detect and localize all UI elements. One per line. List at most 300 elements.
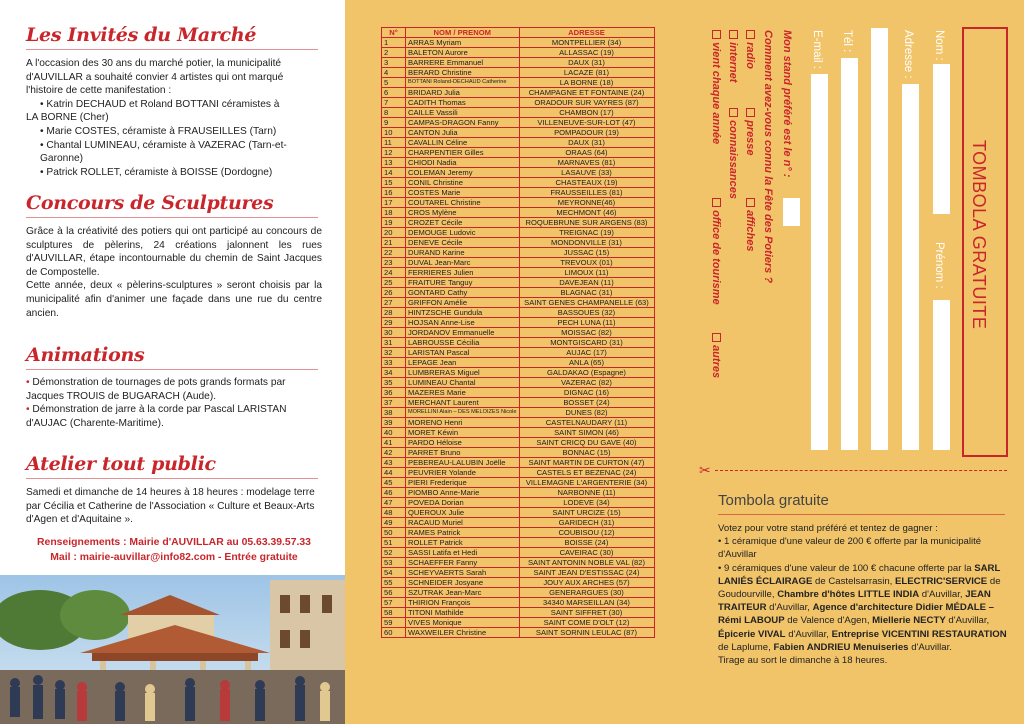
row-address: NARBONNE (11) <box>519 488 654 498</box>
row-address: DUNES (82) <box>519 408 654 418</box>
concours-rule <box>26 217 318 218</box>
row-number: 29 <box>382 318 406 328</box>
row-name: CADITH Thomas <box>406 98 520 108</box>
table-row <box>382 208 655 218</box>
row-name: HOJSAN Anne-Lise <box>406 318 520 328</box>
table-row <box>382 448 655 458</box>
row-address: 34340 MARSEILLAN (34) <box>519 598 654 608</box>
invites-item-1b: LA BORNE (Cher) <box>26 112 109 124</box>
table-row <box>382 388 655 398</box>
row-number: 19 <box>382 218 406 228</box>
table-row <box>382 578 655 588</box>
row-address: MONDONVILLE (31) <box>519 238 654 248</box>
animations-rule <box>26 369 318 370</box>
row-name: CROZET Cécile <box>406 218 520 228</box>
row-name: RACAUD Muriel <box>406 518 520 528</box>
table-row <box>382 228 655 238</box>
row-address: FRAUSSEILLES (81) <box>519 188 654 198</box>
row-number: 37 <box>382 398 406 408</box>
row-number: 38 <box>382 408 406 418</box>
invites-title: Les Invités du Marché <box>26 24 257 46</box>
prenom-label: Prénom : <box>933 242 945 289</box>
row-number: 5 <box>382 78 406 88</box>
row-number: 49 <box>382 518 406 528</box>
row-number: 32 <box>382 348 406 358</box>
row-address: SAINT COME D'OLT (12) <box>519 618 654 628</box>
table-row <box>382 538 655 548</box>
row-name: SCHAEFFER Fanny <box>406 558 520 568</box>
row-address: LACAZE (81) <box>519 68 654 78</box>
row-name: QUEROUX Julie <box>406 508 520 518</box>
row-address: ORADOUR SUR VAYRES (87) <box>519 98 654 108</box>
row-number: 50 <box>382 528 406 538</box>
row-number: 26 <box>382 288 406 298</box>
row-name: BRIDARD Julia <box>406 88 520 98</box>
row-number: 52 <box>382 548 406 558</box>
row-address: DIGNAC (16) <box>519 388 654 398</box>
col-header-address: ADRESSE <box>519 28 654 38</box>
row-number: 55 <box>382 578 406 588</box>
row-number: 10 <box>382 128 406 138</box>
contact-info <box>26 535 322 565</box>
row-name: VIVES Monique <box>406 618 520 628</box>
row-name: JORDANOV Emmanuelle <box>406 328 520 338</box>
row-number: 57 <box>382 598 406 608</box>
row-name: MORELLINI Alain – DES MELOIZES Nicole <box>406 408 520 418</box>
row-number: 9 <box>382 118 406 128</box>
table-row <box>382 38 655 48</box>
row-name: DUVAL Jean-Marc <box>406 258 520 268</box>
table-row <box>382 158 655 168</box>
table-row <box>382 478 655 488</box>
row-address: VILLEMAGNE L'ARGENTERIE (34) <box>519 478 654 488</box>
row-name: COSTES Marie <box>406 188 520 198</box>
row-address: MEYRONNE(46) <box>519 198 654 208</box>
table-row <box>382 288 655 298</box>
row-number: 56 <box>382 588 406 598</box>
row-name: TITONI Mathilde <box>406 608 520 618</box>
animations-item-2: • Démonstration de jarre à la corde par Pascal LARISTAN d'AUJAC (Charente-Maritime). <box>26 404 287 429</box>
row-name: PARRET Bruno <box>406 448 520 458</box>
row-name: BARRERE Emmanuel <box>406 58 520 68</box>
table-row <box>382 548 655 558</box>
row-address: GARIDECH (31) <box>519 518 654 528</box>
row-name: FERRIERES Julien <box>406 268 520 278</box>
table-row <box>382 128 655 138</box>
row-address: MECHMONT (46) <box>519 208 654 218</box>
row-number: 47 <box>382 498 406 508</box>
row-address: DAUX (31) <box>519 58 654 68</box>
row-address: LASAUVE (33) <box>519 168 654 178</box>
table-row <box>382 148 655 158</box>
table-row <box>382 328 655 338</box>
row-name: GONTARD Cathy <box>406 288 520 298</box>
row-name: PEBEREAU-LALUBIN Joëlle <box>406 458 520 468</box>
row-name: BALETON Aurore <box>406 48 520 58</box>
email-label: E-mail : <box>811 30 823 69</box>
table-row <box>382 468 655 478</box>
market-photo-illustration <box>0 575 345 724</box>
row-number: 11 <box>382 138 406 148</box>
row-number: 17 <box>382 198 406 208</box>
row-address: CASTELS ET BEZENAC (24) <box>519 468 654 478</box>
row-address: POMPADOUR (19) <box>519 128 654 138</box>
row-number: 46 <box>382 488 406 498</box>
concours-title: Concours de Sculptures <box>26 192 274 214</box>
tombola-text <box>718 522 1008 667</box>
row-number: 22 <box>382 248 406 258</box>
table-row <box>382 108 655 118</box>
row-address: BONNAC (15) <box>519 448 654 458</box>
row-name: PIERI Frederique <box>406 478 520 488</box>
table-row <box>382 48 655 58</box>
row-number: 58 <box>382 608 406 618</box>
table-row <box>382 458 655 468</box>
row-address: BOSSET (24) <box>519 398 654 408</box>
row-name: SASSI Latifa et Hedi <box>406 548 520 558</box>
row-name: CAMPAS-DRAGON Fanny <box>406 118 520 128</box>
row-number: 35 <box>382 378 406 388</box>
concours-p2: Cette année, deux « pèlerins-sculptures » seront choisis par la municipalité afin d'animer une façade dans une rue du centre ancien. <box>26 280 322 319</box>
row-name: CAVALLIN Céline <box>406 138 520 148</box>
row-number: 24 <box>382 268 406 278</box>
table-row <box>382 168 655 178</box>
row-name: CROS Mylène <box>406 208 520 218</box>
invites-item-2: • Marie COSTES, céramiste à FRAUSEILLES (Tarn) <box>40 125 277 137</box>
table-row <box>382 198 655 208</box>
row-number: 20 <box>382 228 406 238</box>
stand-number-field[interactable] <box>783 198 800 226</box>
row-number: 43 <box>382 458 406 468</box>
table-row <box>382 368 655 378</box>
row-address: SAINT CRICQ DU GAVE (40) <box>519 438 654 448</box>
table-row <box>382 598 655 608</box>
tombola-section-title: Tombola gratuite <box>718 492 829 509</box>
option-office-tourisme[interactable]: office de tourisme <box>710 198 722 305</box>
row-name: CHIODI Nadia <box>406 158 520 168</box>
row-address: SAINT SIMON (46) <box>519 428 654 438</box>
checkbox-icon <box>712 30 721 39</box>
invites-rule <box>26 49 318 50</box>
table-row <box>382 418 655 428</box>
row-name: MERCHANT Laurent <box>406 398 520 408</box>
row-number: 42 <box>382 448 406 458</box>
table-header-row <box>382 28 655 38</box>
checkbox-icon <box>729 108 738 117</box>
nom-label: Nom : <box>933 30 945 61</box>
table-row <box>382 68 655 78</box>
table-row <box>382 278 655 288</box>
row-number: 44 <box>382 468 406 478</box>
table-row <box>382 78 655 88</box>
row-address: LA BORNE (18) <box>519 78 654 88</box>
row-name: SCHNEIDER Josyane <box>406 578 520 588</box>
row-name: FRAITURE Tanguy <box>406 278 520 288</box>
checkbox-icon <box>712 198 721 207</box>
checkbox-icon <box>746 30 755 39</box>
option-vient-chaque-annee[interactable]: vient chaque année <box>710 30 722 144</box>
row-name: LARISTAN Pascal <box>406 348 520 358</box>
row-address: GALDAKAO (Espagne) <box>519 368 654 378</box>
row-address: SAINT SIFFRET (30) <box>519 608 654 618</box>
row-name: SCHEYVAERTS Sarah <box>406 568 520 578</box>
table-row <box>382 58 655 68</box>
atelier-title: Atelier tout public <box>26 453 216 475</box>
table-row <box>382 238 655 248</box>
tombola-section-rule <box>718 514 1005 515</box>
row-number: 36 <box>382 388 406 398</box>
row-number: 54 <box>382 568 406 578</box>
row-address: JUSSAC (15) <box>519 248 654 258</box>
table-row <box>382 188 655 198</box>
row-number: 45 <box>382 478 406 488</box>
row-address: ROQUEBRUNE SUR ARGENS (83) <box>519 218 654 228</box>
row-address: LODEVE (34) <box>519 498 654 508</box>
row-address: MARNAVES (81) <box>519 158 654 168</box>
row-name: SZUTRAK Jean-Marc <box>406 588 520 598</box>
row-number: 41 <box>382 438 406 448</box>
row-address: CHAMPAGNE ET FONTAINE (24) <box>519 88 654 98</box>
checkbox-icon <box>712 333 721 342</box>
table-row <box>382 258 655 268</box>
table-row <box>382 558 655 568</box>
row-number: 31 <box>382 338 406 348</box>
table-row <box>382 528 655 538</box>
row-name: POVEDA Dorian <box>406 498 520 508</box>
contact-line-1: Renseignements : Mairie d'AUVILLAR au 05.63.39.57.33 <box>37 537 311 548</box>
row-number: 34 <box>382 368 406 378</box>
row-address: SAINT URCIZE (15) <box>519 508 654 518</box>
row-number: 4 <box>382 68 406 78</box>
row-name: COLEMAN Jeremy <box>406 168 520 178</box>
atelier-text: Samedi et dimanche de 14 heures à 18 heures : modelage terre par Cécilia et Catherine de l'Association « Culture et Beaux-Arts d'Agen et d'Aquitaine ». <box>26 487 315 526</box>
row-name: MAZERES Marie <box>406 388 520 398</box>
row-address: PECH LUNA (11) <box>519 318 654 328</box>
row-name: THIRION François <box>406 598 520 608</box>
row-address: SAINT JEAN D'ESTISSAC (24) <box>519 568 654 578</box>
nom-field[interactable] <box>933 64 950 214</box>
tombola-prize-2: • 9 céramiques d'une valeur de 100 € chacune offerte par la SARL LANIÉS ÉCLAIRAGE de Castelsarrasin, ELECTRIC'SERVICE de Goudourville, Chambre d'hôtes LITTLE INDIA d'Auvillar, JEAN TRAITEUR d'Auvillar, Agence d'architecture Didier MÉDALE – Rémi LABOUP de Valence d'Agen, Miellerie NECTY d'Auvillar, Épicerie VIVAL d'Auvillar, Entreprise VICENTINI RESTAURATION de Laplume, Fabien ANDRIEU Menuiseries d'Auvillar. <box>718 562 1007 653</box>
row-number: 39 <box>382 418 406 428</box>
table-row <box>382 338 655 348</box>
tombola-form-title: TOMBOLA GRATUITE <box>969 140 989 330</box>
row-address: COUBISOU (12) <box>519 528 654 538</box>
row-address: ANLA (65) <box>519 358 654 368</box>
row-number: 15 <box>382 178 406 188</box>
row-name: GRIFFON Amélie <box>406 298 520 308</box>
table-row <box>382 298 655 308</box>
row-name: MORENO Henri <box>406 418 520 428</box>
checkbox-icon <box>746 108 755 117</box>
row-address: DAUX (31) <box>519 138 654 148</box>
row-number: 40 <box>382 428 406 438</box>
row-address: CHAMBON (17) <box>519 108 654 118</box>
tombola-draw: Tirage au sort le dimanche à 18 heures. <box>718 655 888 667</box>
row-address: SAINT ANTONIN NOBLE VAL (82) <box>519 558 654 568</box>
row-name: CONIL Christine <box>406 178 520 188</box>
row-address: ORAAS (64) <box>519 148 654 158</box>
col-header-name: NOM / PRENOM <box>406 28 520 38</box>
tel-field[interactable] <box>841 58 858 450</box>
email-field[interactable] <box>811 74 828 450</box>
stand-label: Mon stand préféré est le n° : <box>781 30 793 178</box>
row-name: LABROUSSE Cécilia <box>406 338 520 348</box>
table-row <box>382 138 655 148</box>
row-number: 13 <box>382 158 406 168</box>
table-row <box>382 358 655 368</box>
invites-item-1: • Katrin DECHAUD et Roland BOTTANI céramistes à <box>40 98 280 110</box>
adresse-field-2[interactable] <box>871 28 888 450</box>
invites-intro: A l'occasion des 30 ans du marché potier, la municipalité d'AUVILLAR a souhaité convier 4 artistes qui ont marqué l'histoire de cette manifestation : <box>26 58 284 97</box>
adresse-field-1[interactable] <box>902 84 919 450</box>
row-number: 2 <box>382 48 406 58</box>
row-name: LUMBRERAS Miguel <box>406 368 520 378</box>
table-row <box>382 398 655 408</box>
table-row <box>382 628 655 638</box>
table-row <box>382 568 655 578</box>
table-row <box>382 588 655 598</box>
row-number: 21 <box>382 238 406 248</box>
atelier-rule <box>26 478 318 479</box>
cut-line <box>715 470 1007 471</box>
row-address: TREVOUX (01) <box>519 258 654 268</box>
animations-title: Animations <box>26 344 145 366</box>
table-row <box>382 438 655 448</box>
row-number: 16 <box>382 188 406 198</box>
row-name: ARRAS Myriam <box>406 38 520 48</box>
contact-line-2: Mail : mairie-auvillar@info82.com - Entrée gratuite <box>50 552 298 563</box>
table-row <box>382 428 655 438</box>
invites-text <box>26 57 322 179</box>
row-address: SAINT SORNIN LEULAC (87) <box>519 628 654 638</box>
tel-label: Tél : <box>841 30 853 53</box>
row-name: DENEVE Cécile <box>406 238 520 248</box>
row-address: MONTPELLIER (34) <box>519 38 654 48</box>
row-number: 8 <box>382 108 406 118</box>
scissors-icon: ✂ <box>699 462 711 478</box>
row-name: DEMOUGE Ludovic <box>406 228 520 238</box>
row-number: 3 <box>382 58 406 68</box>
row-address: CAVEIRAC (30) <box>519 548 654 558</box>
row-name: WAXWEILER Christine <box>406 628 520 638</box>
table-row <box>382 308 655 318</box>
row-number: 59 <box>382 618 406 628</box>
table-row <box>382 508 655 518</box>
table-row <box>382 178 655 188</box>
row-number: 33 <box>382 358 406 368</box>
row-number: 23 <box>382 258 406 268</box>
table-row <box>382 518 655 528</box>
row-number: 7 <box>382 98 406 108</box>
potters-table <box>381 27 655 638</box>
row-address: BOISSE (24) <box>519 538 654 548</box>
row-address: CASTELNAUDARY (11) <box>519 418 654 428</box>
prenom-field[interactable] <box>933 300 950 450</box>
table-row <box>382 498 655 508</box>
row-address: BLAGNAC (31) <box>519 288 654 298</box>
row-number: 6 <box>382 88 406 98</box>
table-row <box>382 248 655 258</box>
row-number: 30 <box>382 328 406 338</box>
row-address: SAINT GENES CHAMPANELLE (63) <box>519 298 654 308</box>
concours-p1: Grâce à la créativité des potiers qui ont participé au concours de sculptures de pèlerins, 24 créations jalonnent les rues d'AUVILLAR, étape incontournable du chemin de Saint Jacques de Compostelle. <box>26 226 322 278</box>
row-name: CHARPENTIER Gilles <box>406 148 520 158</box>
row-number: 48 <box>382 508 406 518</box>
table-row <box>382 608 655 618</box>
row-number: 51 <box>382 538 406 548</box>
option-connaissances[interactable]: connaissances <box>727 108 739 199</box>
row-number: 14 <box>382 168 406 178</box>
row-name: ROLLET Patrick <box>406 538 520 548</box>
row-address: JOUY AUX ARCHES (57) <box>519 578 654 588</box>
row-address: VILLENEUVE-SUR-LOT (47) <box>519 118 654 128</box>
row-address: TREIGNAC (19) <box>519 228 654 238</box>
row-name: PARDO Héloise <box>406 438 520 448</box>
row-address: ALLASSAC (19) <box>519 48 654 58</box>
adresse-label: Adresse : <box>902 30 914 79</box>
option-autres[interactable]: autres <box>710 333 722 378</box>
tombola-prize-1: • 1 céramique d'une valeur de 200 € offerte par la municipalité d'Auvillar <box>718 536 982 561</box>
row-name: CAILLE Vassili <box>406 108 520 118</box>
option-internet[interactable]: internet <box>727 30 739 82</box>
row-name: COUTAREL Christine <box>406 198 520 208</box>
option-affiches[interactable]: affiches <box>744 198 756 251</box>
row-name: LEPAGE Jean <box>406 358 520 368</box>
table-row <box>382 118 655 128</box>
row-name: RAMES Patrick <box>406 528 520 538</box>
row-address: DAVEJEAN (11) <box>519 278 654 288</box>
row-address: VAZERAC (82) <box>519 378 654 388</box>
table-row <box>382 88 655 98</box>
row-number: 28 <box>382 308 406 318</box>
row-number: 53 <box>382 558 406 568</box>
row-number: 12 <box>382 148 406 158</box>
row-name: CANTON Julia <box>406 128 520 138</box>
row-number: 1 <box>382 38 406 48</box>
market-photo <box>0 575 345 724</box>
invites-item-4: • Patrick ROLLET, céramiste à BOISSE (Dordogne) <box>40 166 273 178</box>
table-row <box>382 318 655 328</box>
table-row <box>382 348 655 358</box>
row-name: LUMINEAU Chantal <box>406 378 520 388</box>
potters-table-body <box>382 38 655 638</box>
row-number: 25 <box>382 278 406 288</box>
row-address: SAINT MARTIN DE CURTON (47) <box>519 458 654 468</box>
option-radio[interactable]: radio <box>744 30 756 69</box>
table-row <box>382 378 655 388</box>
animations-text <box>26 376 322 430</box>
row-address: MOISSAC (82) <box>519 328 654 338</box>
checkbox-icon <box>729 30 738 39</box>
row-number: 27 <box>382 298 406 308</box>
row-name: HINTZSCHE Gundula <box>406 308 520 318</box>
option-presse[interactable]: presse <box>744 108 756 156</box>
row-name: PEUVRIER Yolande <box>406 468 520 478</box>
row-number: 60 <box>382 628 406 638</box>
row-name: DURAND Karine <box>406 248 520 258</box>
tombola-intro: Votez pour votre stand préféré et tentez de gagner : <box>718 523 938 534</box>
animations-item-1: • Démonstration de tournages de pots grands formats par Jacques TROUIS de BUGARACH (Aude). <box>26 377 286 402</box>
question-label: Comment avez-vous connu la Fête des Potiers ? <box>762 30 774 284</box>
table-row <box>382 218 655 228</box>
table-row <box>382 408 655 418</box>
table-row <box>382 618 655 628</box>
col-header-number: N° <box>382 28 406 38</box>
concours-text <box>26 225 322 320</box>
row-address: CHASTEAUX (19) <box>519 178 654 188</box>
invites-item-3: • Chantal LUMINEAU, céramiste à VAZERAC (Tarn-et-Garonne) <box>40 139 287 165</box>
row-address: MONTGISCARD (31) <box>519 338 654 348</box>
